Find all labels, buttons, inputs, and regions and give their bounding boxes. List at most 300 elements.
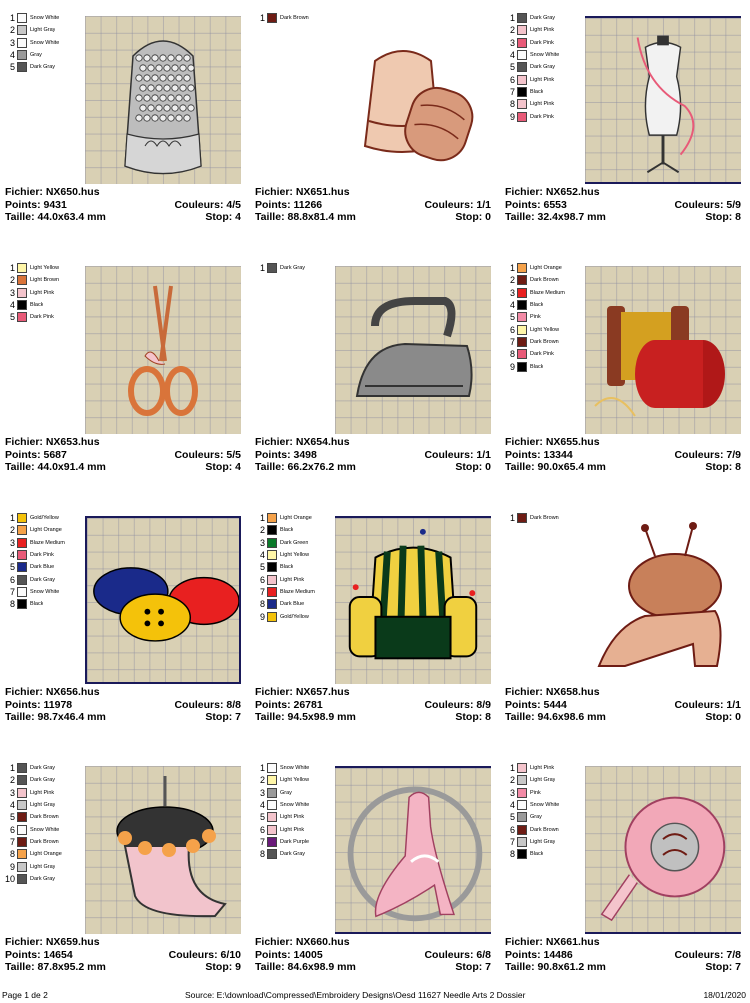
file-name: Fichier: NX657.hus bbox=[255, 686, 350, 698]
color-swatch bbox=[17, 300, 27, 310]
design-preview-image bbox=[85, 516, 241, 684]
thread-name: Gray bbox=[30, 52, 42, 59]
color-swatch bbox=[517, 275, 527, 285]
thread-name: Dark Brown bbox=[530, 515, 559, 522]
thread-name: Light Pink bbox=[530, 765, 555, 772]
color-swatch bbox=[517, 763, 527, 773]
design-card bbox=[5, 250, 245, 500]
thread-name: Light Pink bbox=[280, 576, 305, 583]
thread-name: Light Brown bbox=[30, 277, 60, 284]
thread-number: 8 bbox=[509, 849, 515, 860]
design-size: Taille: 32.4x98.7 mm bbox=[505, 211, 606, 223]
thread-name: Snow White bbox=[30, 826, 60, 833]
design-info bbox=[5, 186, 241, 224]
thread-number: 9 bbox=[509, 361, 515, 372]
thread-color-item bbox=[5, 762, 85, 774]
design-preview-image bbox=[335, 766, 491, 934]
thread-color-item bbox=[505, 49, 585, 61]
stop-count: Stop: 4 bbox=[205, 461, 241, 473]
design-size: Taille: 90.0x65.4 mm bbox=[505, 461, 606, 473]
thread-number: 7 bbox=[9, 586, 15, 597]
thread-name: Light Pink bbox=[530, 101, 555, 108]
design-size: Taille: 84.6x98.9 mm bbox=[255, 961, 356, 973]
thread-color-item bbox=[5, 311, 85, 323]
thread-number: 7 bbox=[509, 86, 515, 97]
stitch-points: Points: 3498 bbox=[255, 448, 317, 461]
thread-name: Light Yellow bbox=[280, 777, 310, 784]
stop-count: Stop: 4 bbox=[205, 211, 241, 223]
design-size: Taille: 98.7x46.4 mm bbox=[5, 711, 106, 723]
color-swatch bbox=[517, 837, 527, 847]
thread-color-item bbox=[255, 598, 335, 610]
thread-name: Dark Gray bbox=[280, 851, 306, 858]
color-swatch bbox=[17, 275, 27, 285]
design-info bbox=[5, 436, 241, 474]
thread-number: 5 bbox=[259, 562, 265, 573]
thread-color-item bbox=[505, 360, 585, 372]
design-size: Taille: 87.8x95.2 mm bbox=[5, 961, 106, 973]
color-swatch bbox=[17, 538, 27, 548]
thread-color-item bbox=[255, 262, 335, 274]
thread-number: 3 bbox=[509, 787, 515, 798]
thread-color-item bbox=[505, 86, 585, 98]
thread-number: 6 bbox=[9, 574, 15, 585]
thread-color-item bbox=[505, 299, 585, 311]
thread-name: Dark Gray bbox=[30, 777, 56, 784]
color-swatch bbox=[517, 112, 527, 122]
color-swatch bbox=[17, 599, 27, 609]
thread-color-item bbox=[255, 512, 335, 524]
thread-number: 2 bbox=[509, 25, 515, 36]
thread-number: 3 bbox=[509, 287, 515, 298]
color-swatch bbox=[517, 99, 527, 109]
file-name: Fichier: NX658.hus bbox=[505, 686, 600, 698]
design-size: Taille: 90.8x61.2 mm bbox=[505, 961, 606, 973]
thread-color-item bbox=[5, 799, 85, 811]
thread-name: Light Pink bbox=[30, 289, 55, 296]
thread-color-item bbox=[5, 24, 85, 36]
thread-number: 2 bbox=[9, 25, 15, 36]
thread-number: 1 bbox=[259, 763, 265, 774]
color-swatch bbox=[17, 800, 27, 810]
design-card bbox=[255, 0, 495, 250]
color-count: Couleurs: 8/8 bbox=[174, 698, 241, 711]
thread-name: Black bbox=[530, 302, 544, 309]
stitch-points: Points: 5687 bbox=[5, 448, 67, 461]
thread-number: 6 bbox=[509, 74, 515, 85]
design-card bbox=[505, 750, 745, 1000]
thread-number: 3 bbox=[9, 37, 15, 48]
thread-color-list bbox=[255, 512, 335, 623]
stop-count: Stop: 7 bbox=[705, 961, 741, 973]
thread-number: 8 bbox=[9, 599, 15, 610]
color-swatch bbox=[267, 612, 277, 622]
color-swatch bbox=[267, 550, 277, 560]
thread-color-item bbox=[5, 274, 85, 286]
color-swatch bbox=[517, 337, 527, 347]
thread-name: Dark Pink bbox=[530, 113, 554, 120]
color-swatch bbox=[267, 812, 277, 822]
thread-number: 2 bbox=[9, 775, 15, 786]
thread-number: 9 bbox=[9, 861, 15, 872]
thread-color-item bbox=[5, 860, 85, 872]
thread-name: Blaze Medium bbox=[530, 289, 565, 296]
design-card bbox=[505, 0, 745, 250]
thread-number: 4 bbox=[509, 300, 515, 311]
thread-number: 1 bbox=[259, 13, 265, 24]
thread-number: 2 bbox=[259, 775, 265, 786]
thread-number: 6 bbox=[259, 824, 265, 835]
thread-number: 5 bbox=[509, 312, 515, 323]
color-swatch bbox=[267, 575, 277, 585]
design-info bbox=[505, 436, 741, 474]
thread-color-list bbox=[505, 12, 585, 123]
color-swatch bbox=[17, 849, 27, 859]
design-size: Taille: 94.6x98.6 mm bbox=[505, 711, 606, 723]
thread-color-item bbox=[505, 24, 585, 36]
thread-number: 7 bbox=[9, 836, 15, 847]
thread-name: Light Orange bbox=[530, 265, 562, 272]
design-info bbox=[5, 936, 241, 974]
thread-name: Dark Gray bbox=[30, 64, 56, 71]
color-swatch bbox=[517, 38, 527, 48]
thread-number: 7 bbox=[259, 836, 265, 847]
design-preview-image bbox=[85, 766, 241, 934]
thread-color-item bbox=[5, 836, 85, 848]
file-name: Fichier: NX655.hus bbox=[505, 436, 600, 448]
color-swatch bbox=[517, 87, 527, 97]
page-number: Page 1 de 2 bbox=[2, 990, 48, 1000]
thread-name: Dark Purple bbox=[280, 838, 310, 845]
thread-number: 4 bbox=[9, 300, 15, 311]
color-count: Couleurs: 8/9 bbox=[424, 698, 491, 711]
thread-name: Snow White bbox=[530, 802, 560, 809]
thread-number: 8 bbox=[509, 349, 515, 360]
color-swatch bbox=[517, 300, 527, 310]
thread-color-item bbox=[5, 586, 85, 598]
thread-color-item bbox=[5, 774, 85, 786]
thread-name: Dark Brown bbox=[30, 838, 59, 845]
thread-number: 7 bbox=[509, 836, 515, 847]
thread-name: Light Pink bbox=[280, 826, 305, 833]
color-swatch bbox=[517, 849, 527, 859]
color-swatch bbox=[17, 525, 27, 535]
color-swatch bbox=[517, 62, 527, 72]
thread-color-item bbox=[5, 848, 85, 860]
thread-color-item bbox=[505, 12, 585, 24]
color-swatch bbox=[17, 788, 27, 798]
file-name: Fichier: NX651.hus bbox=[255, 186, 350, 198]
thread-color-item bbox=[255, 549, 335, 561]
thread-color-item bbox=[5, 37, 85, 49]
file-name: Fichier: NX660.hus bbox=[255, 936, 350, 948]
thread-color-item bbox=[5, 811, 85, 823]
color-count: Couleurs: 6/8 bbox=[424, 948, 491, 961]
design-card bbox=[505, 500, 745, 750]
color-swatch bbox=[267, 825, 277, 835]
color-count: Couleurs: 1/1 bbox=[424, 198, 491, 211]
thread-name: Light Orange bbox=[30, 851, 62, 858]
thread-number: 4 bbox=[259, 550, 265, 561]
thread-name: Gold/Yellow bbox=[30, 515, 59, 522]
color-swatch bbox=[517, 349, 527, 359]
thread-name: Light Gray bbox=[530, 777, 556, 784]
design-size: Taille: 94.5x98.9 mm bbox=[255, 711, 356, 723]
thread-color-item bbox=[505, 799, 585, 811]
thread-color-item bbox=[5, 823, 85, 835]
stitch-points: Points: 11266 bbox=[255, 198, 323, 211]
thread-number: 1 bbox=[509, 263, 515, 274]
file-name: Fichier: NX661.hus bbox=[505, 936, 600, 948]
design-info bbox=[255, 686, 491, 724]
thread-name: Snow White bbox=[280, 765, 310, 772]
color-swatch bbox=[267, 849, 277, 859]
color-swatch bbox=[267, 562, 277, 572]
thread-color-item bbox=[5, 537, 85, 549]
design-card bbox=[255, 750, 495, 1000]
color-swatch bbox=[517, 775, 527, 785]
color-count: Couleurs: 7/9 bbox=[674, 448, 741, 461]
color-swatch bbox=[517, 825, 527, 835]
page-footer bbox=[0, 988, 750, 1003]
design-card bbox=[505, 250, 745, 500]
color-swatch bbox=[17, 575, 27, 585]
thread-color-item bbox=[505, 336, 585, 348]
color-swatch bbox=[267, 513, 277, 523]
thread-color-list bbox=[505, 262, 585, 373]
thread-number: 6 bbox=[9, 824, 15, 835]
color-swatch bbox=[267, 800, 277, 810]
thread-name: Light Orange bbox=[280, 515, 312, 522]
design-size: Taille: 88.8x81.4 mm bbox=[255, 211, 356, 223]
stop-count: Stop: 8 bbox=[705, 211, 741, 223]
thread-name: Blaze Medium bbox=[280, 588, 315, 595]
thread-name: Black bbox=[530, 88, 544, 95]
thread-number: 6 bbox=[259, 574, 265, 585]
thread-name: Dark Gray bbox=[530, 15, 556, 22]
thread-number: 2 bbox=[259, 525, 265, 536]
thread-color-item bbox=[255, 848, 335, 860]
thread-number: 1 bbox=[259, 513, 265, 524]
color-swatch bbox=[17, 513, 27, 523]
color-swatch bbox=[517, 362, 527, 372]
thread-name: Dark Pink bbox=[530, 351, 554, 358]
thread-name: Dark Gray bbox=[280, 265, 306, 272]
stop-count: Stop: 0 bbox=[455, 211, 491, 223]
color-swatch bbox=[517, 288, 527, 298]
thread-number: 4 bbox=[259, 800, 265, 811]
thread-number: 1 bbox=[9, 263, 15, 274]
file-name: Fichier: NX650.hus bbox=[5, 186, 100, 198]
design-preview-image bbox=[85, 266, 241, 434]
thread-color-item bbox=[505, 787, 585, 799]
thread-color-item bbox=[505, 348, 585, 360]
color-swatch bbox=[267, 13, 277, 23]
design-card bbox=[5, 750, 245, 1000]
thread-color-item bbox=[5, 12, 85, 24]
stop-count: Stop: 7 bbox=[205, 711, 241, 723]
thread-color-item bbox=[5, 49, 85, 61]
thread-name: Snow White bbox=[30, 15, 60, 22]
color-count: Couleurs: 1/1 bbox=[674, 698, 741, 711]
color-count: Couleurs: 5/9 bbox=[674, 198, 741, 211]
stop-count: Stop: 8 bbox=[455, 711, 491, 723]
print-date: 18/01/2020 bbox=[703, 990, 746, 1000]
thread-color-list bbox=[505, 762, 585, 860]
design-info bbox=[5, 686, 241, 724]
thread-number: 2 bbox=[509, 775, 515, 786]
thread-color-item bbox=[505, 98, 585, 110]
thread-name: Light Yellow bbox=[530, 326, 560, 333]
file-name: Fichier: NX654.hus bbox=[255, 436, 350, 448]
color-swatch bbox=[17, 763, 27, 773]
thread-name: Dark Brown bbox=[280, 15, 309, 22]
stitch-points: Points: 9431 bbox=[5, 198, 67, 211]
thread-color-item bbox=[5, 262, 85, 274]
thread-number: 1 bbox=[509, 13, 515, 24]
thread-number: 1 bbox=[9, 13, 15, 24]
thread-color-item bbox=[255, 610, 335, 622]
thread-number: 4 bbox=[9, 550, 15, 561]
thread-name: Gray bbox=[530, 814, 542, 821]
thread-number: 1 bbox=[9, 763, 15, 774]
thread-color-list bbox=[5, 262, 85, 323]
thread-number: 5 bbox=[509, 62, 515, 73]
thread-number: 4 bbox=[509, 50, 515, 61]
thread-number: 8 bbox=[509, 99, 515, 110]
color-swatch bbox=[267, 763, 277, 773]
thread-number: 8 bbox=[9, 849, 15, 860]
thread-name: Dark Brown bbox=[30, 814, 59, 821]
design-preview-image bbox=[585, 766, 741, 934]
thread-color-item bbox=[5, 561, 85, 573]
color-swatch bbox=[17, 775, 27, 785]
thread-color-item bbox=[505, 37, 585, 49]
color-swatch bbox=[17, 50, 27, 60]
design-preview-image bbox=[335, 516, 491, 684]
thread-name: Dark Pink bbox=[30, 314, 54, 321]
thread-name: Dark Pink bbox=[30, 552, 54, 559]
color-count: Couleurs: 5/5 bbox=[174, 448, 241, 461]
thread-name: Dark Gray bbox=[530, 64, 556, 71]
thread-number: 6 bbox=[509, 824, 515, 835]
thread-name: Light Gray bbox=[530, 838, 556, 845]
thread-color-item bbox=[505, 811, 585, 823]
thread-number: 10 bbox=[5, 873, 16, 884]
thread-color-item bbox=[255, 12, 335, 24]
thread-color-item bbox=[505, 848, 585, 860]
thread-number: 9 bbox=[259, 611, 265, 622]
thread-color-item bbox=[5, 61, 85, 73]
thread-name: Snow White bbox=[280, 802, 310, 809]
thread-color-item bbox=[5, 299, 85, 311]
color-swatch bbox=[17, 38, 27, 48]
thread-number: 5 bbox=[9, 62, 15, 73]
thread-number: 4 bbox=[9, 50, 15, 61]
thread-number: 3 bbox=[259, 787, 265, 798]
thread-color-list bbox=[5, 12, 85, 73]
color-swatch bbox=[17, 874, 27, 884]
thread-number: 3 bbox=[9, 787, 15, 798]
thread-name: Gold/Yellow bbox=[280, 613, 309, 620]
design-preview-image bbox=[585, 16, 741, 184]
thread-number: 4 bbox=[509, 800, 515, 811]
color-swatch bbox=[517, 812, 527, 822]
thread-color-item bbox=[505, 774, 585, 786]
color-swatch bbox=[17, 263, 27, 273]
thread-name: Pink bbox=[530, 314, 541, 321]
file-name: Fichier: NX656.hus bbox=[5, 686, 100, 698]
stitch-points: Points: 13344 bbox=[505, 448, 573, 461]
thread-color-item bbox=[5, 549, 85, 561]
design-preview-image bbox=[335, 266, 491, 434]
stitch-points: Points: 11978 bbox=[5, 698, 73, 711]
thread-name: Blaze Medium bbox=[30, 539, 65, 546]
color-swatch bbox=[267, 599, 277, 609]
thread-color-item bbox=[255, 774, 335, 786]
thread-name: Pink bbox=[530, 789, 541, 796]
design-preview-image bbox=[585, 266, 741, 434]
color-swatch bbox=[267, 538, 277, 548]
color-swatch bbox=[517, 800, 527, 810]
thread-color-item bbox=[5, 512, 85, 524]
design-card bbox=[255, 250, 495, 500]
thread-color-list bbox=[5, 512, 85, 610]
stop-count: Stop: 9 bbox=[205, 961, 241, 973]
thread-number: 2 bbox=[9, 275, 15, 286]
thread-color-item bbox=[505, 274, 585, 286]
color-swatch bbox=[267, 525, 277, 535]
stop-count: Stop: 0 bbox=[455, 461, 491, 473]
thread-number: 7 bbox=[509, 336, 515, 347]
thread-name: Gray bbox=[280, 789, 292, 796]
thread-color-list bbox=[5, 762, 85, 885]
color-swatch bbox=[517, 50, 527, 60]
design-info bbox=[505, 686, 741, 724]
thread-name: Black bbox=[530, 363, 544, 370]
color-swatch bbox=[517, 513, 527, 523]
thread-number: 5 bbox=[259, 812, 265, 823]
design-preview-image bbox=[335, 16, 491, 184]
thread-number: 5 bbox=[9, 562, 15, 573]
stitch-points: Points: 14486 bbox=[505, 948, 573, 961]
thread-name: Light Gray bbox=[30, 802, 56, 809]
thread-name: Light Pink bbox=[530, 76, 555, 83]
thread-number: 3 bbox=[509, 37, 515, 48]
thread-name: Light Orange bbox=[30, 527, 62, 534]
thread-color-item bbox=[505, 762, 585, 774]
thread-color-list bbox=[255, 12, 335, 24]
thread-name: Light Gray bbox=[30, 863, 56, 870]
thread-color-item bbox=[5, 598, 85, 610]
thread-name: Light Yellow bbox=[280, 552, 310, 559]
thread-color-item bbox=[255, 537, 335, 549]
design-card bbox=[255, 500, 495, 750]
design-card bbox=[5, 500, 245, 750]
design-card bbox=[5, 0, 245, 250]
thread-number: 7 bbox=[259, 586, 265, 597]
color-swatch bbox=[17, 587, 27, 597]
thread-number: 2 bbox=[509, 275, 515, 286]
thread-color-item bbox=[505, 311, 585, 323]
thread-color-item bbox=[255, 799, 335, 811]
design-info bbox=[255, 436, 491, 474]
thread-color-item bbox=[5, 573, 85, 585]
color-swatch bbox=[17, 862, 27, 872]
thread-name: Dark Blue bbox=[280, 601, 305, 608]
thread-color-item bbox=[5, 787, 85, 799]
thread-color-item bbox=[255, 823, 335, 835]
